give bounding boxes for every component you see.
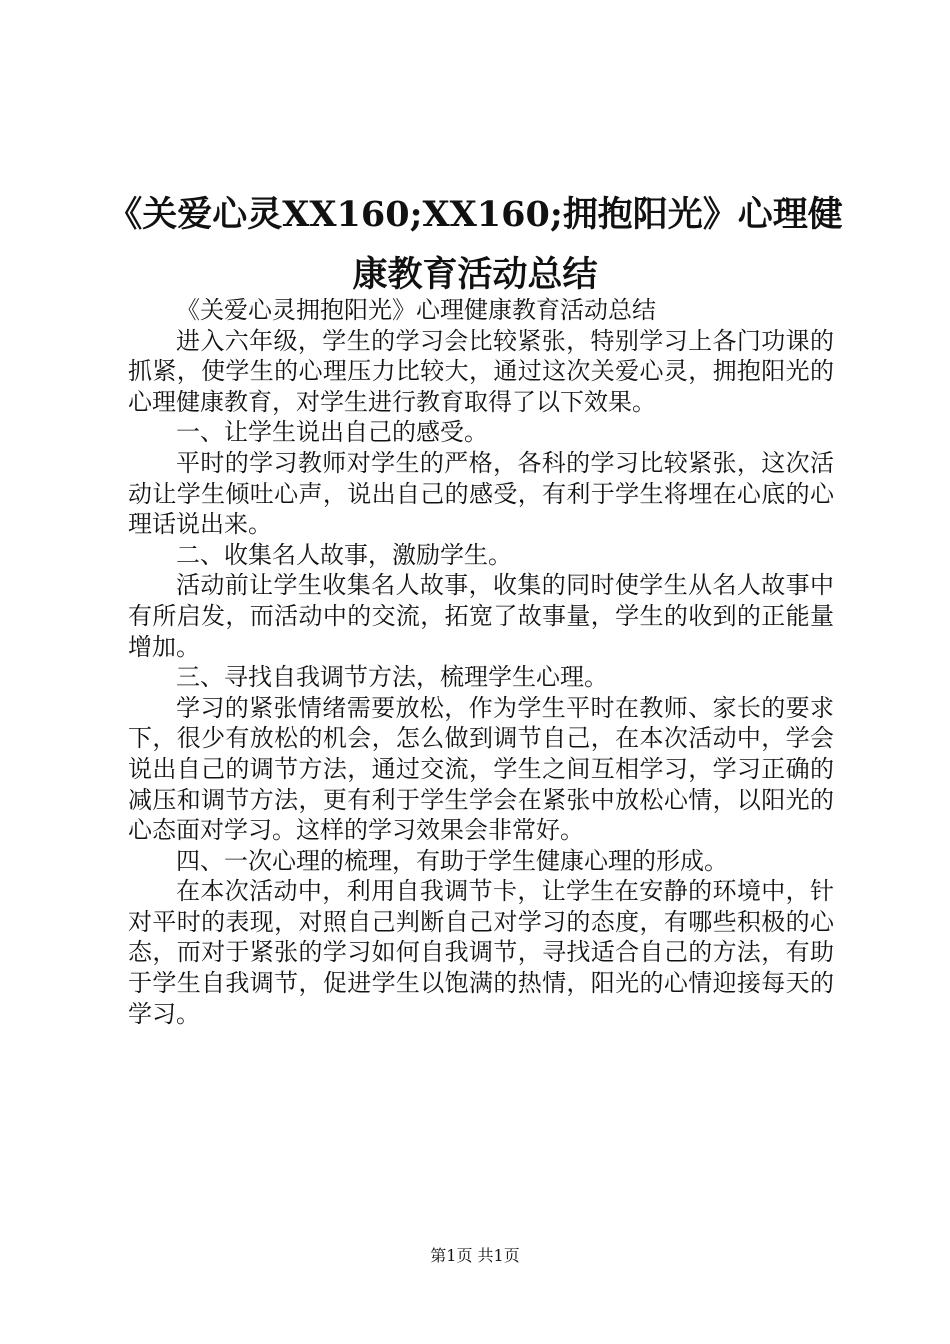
section-heading-3: 三、寻找自我调节方法，梳理学生心理。 [176, 663, 608, 692]
page-footer: 第1页 共1页 [430, 1246, 520, 1265]
section-heading-2: 二、收集名人故事，激励学生。 [176, 540, 512, 569]
section-heading-1: 一、让学生说出自己的感受。 [176, 418, 488, 447]
body-paragraph-section-3: 学习的紧张情绪需要放松，作为学生平时在教师、家长的要求下，很少有放松的机会，怎么做到调节自己，在本次活动中，学会说出自己的调节方法，通过交流，学生之间互相学习，学习正确的减压和调节方法，更有利于学生学会在紧张中放松心情，以阳光的心态面对学习。这样的学习效果会非常好。 [128, 693, 834, 845]
title-line-1: 《关爱心灵XX160;XX160;拥抱阳光》心理健 [107, 194, 843, 235]
document-body [128, 295, 834, 1029]
section-heading-4: 四、一次心理的梳理，有助于学生健康心理的形成。 [176, 846, 728, 875]
body-paragraph-section-1: 平时的学习教师对学生的严格，各科的学习比较紧张，这次活动让学生倾吐心声，说出自己的感受，有利于学生将埋在心底的心理话说出来。 [128, 448, 834, 539]
title-line-2: 康教育活动总结 [352, 254, 598, 295]
body-paragraph-section-2: 活动前让学生收集名人故事，收集的同时使学生从名人故事中有所启发，而活动中的交流，拓宽了故事量，学生的收到的正能量增加。 [128, 571, 834, 661]
body-paragraph-intro: 进入六年级，学生的学习会比较紧张，特别学习上各门功课的抓紧，使学生的心理压力比较大，通过这次关爱心灵，拥抱阳光的心理健康教育，对学生进行教育取得了以下效果。 [128, 326, 834, 416]
body-paragraph-subtitle: 《关爱心灵拥抱阳光》心理健康教育活动总结 [176, 296, 656, 324]
document-title [100, 185, 850, 305]
body-paragraph-section-4: 在本次活动中，利用自我调节卡，让学生在安静的环境中，针对平时的表现，对照自己判断自己对学习的态度，有哪些积极的心态，而对于紧张的学习如何自我调节，寻找适合自己的方法，有助于学生自我调节，促进学生以饱满的热情，阳光的心情迎接每天的学习。 [128, 877, 834, 1028]
